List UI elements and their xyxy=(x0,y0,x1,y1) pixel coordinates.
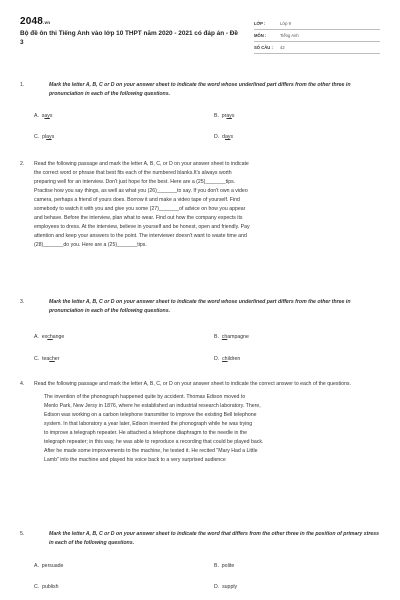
passage xyxy=(34,160,380,250)
option-d[interactable]: D. children xyxy=(214,356,241,362)
meta-key: MÔN : xyxy=(254,33,267,38)
passage-line: employees to dress. At the interview, believe in yourself and be honest, open and friendly. Pay xyxy=(34,224,250,230)
question-1 xyxy=(20,81,380,141)
option-a[interactable]: A. says xyxy=(34,113,53,119)
meta-row-count xyxy=(254,42,380,54)
option-b[interactable]: B. prays xyxy=(214,113,235,119)
question-intro: Read the following passage and mark the letter A, B, C, or D on your answer sheet to indicate the correct answer to each of the questions. xyxy=(34,381,351,387)
option-c[interactable]: C. teacher xyxy=(34,356,60,362)
meta-value: 42 xyxy=(280,45,285,50)
meta-key: SỐ CÂU : xyxy=(254,45,273,50)
question-number: 3. xyxy=(20,299,25,305)
passage-line: Practise how you say things, as well as what you (26)_______to say. If you don't own a video xyxy=(34,188,248,194)
passage-line: preparing well for an interview. Don't just hope for the best. Here are a (25)_______tips. xyxy=(34,179,236,185)
story-line: Edison was working on a carbon telephone transmitter to improve the existing Bell telephone xyxy=(44,412,257,418)
option-b[interactable]: B. champagne xyxy=(214,334,249,340)
passage-line: camera, perhaps a friend of yours does. Borrow it and make a video tape of yourself. Find xyxy=(34,197,240,203)
meta-key: LỚP : xyxy=(254,21,266,26)
story-line: After he made some improvements to the machine, he tested it. He recited "Mary Had a Little xyxy=(44,448,258,454)
passage xyxy=(34,380,380,465)
site-logo[interactable]: 2048.vn xyxy=(20,16,51,27)
passage-line: (28)_______do you. Here are a (25)_______tips. xyxy=(34,242,147,248)
meta-value: Tiếng Anh xyxy=(280,33,299,38)
page-header xyxy=(20,16,380,60)
meta-value: Lớp 9 xyxy=(280,21,291,26)
option-b[interactable]: B. polite xyxy=(214,563,235,569)
story-line: The invention of the phonograph happened quite by accident. Thomas Edison moved to xyxy=(44,394,246,400)
option-c[interactable]: C. publish xyxy=(34,584,59,590)
option-c[interactable]: C. plays xyxy=(34,134,55,140)
document-title: Bộ đề ôn thi Tiếng Anh vào lớp 10 THPT năm 2020 - 2021 có đáp án - Đề 3 xyxy=(20,30,238,46)
passage-line: attention and keep your answers to the point. The interviewer doesn't want to waste time and xyxy=(34,233,247,239)
story-line: telegraph repeater; in this way, he was able to reproduce a recording that could be played back. xyxy=(44,439,264,445)
story-line: Menlo Park, New Jersy in 1876, where he established an industrial research laboratory. There, xyxy=(44,403,261,409)
story-passage xyxy=(34,393,380,465)
question-instruction: Mark the letter A, B, C or D on your answer sheet to indicate the word whose underlined part differs from the other three in pronunciation in each of the following questions. xyxy=(49,299,351,314)
question-number: 5. xyxy=(20,531,25,537)
story-line: to improve a telegraph repeater. He attached a telephone diaphragm to the needle in the xyxy=(44,430,248,436)
option-d[interactable]: D. days xyxy=(214,134,234,140)
passage-line: somebody to watch it with you and give you some (27)_______of advice on how you appear xyxy=(34,206,246,212)
question-number: 4. xyxy=(20,381,25,387)
question-instruction: Mark the letter A, B, C or D on your answer sheet to indicate the word that differs from the other three in the position of primary stress in each of the following questions. xyxy=(49,531,380,546)
meta-row-subject xyxy=(254,30,380,42)
metadata-table xyxy=(254,18,380,54)
meta-row-class xyxy=(254,18,380,30)
passage-line: and behave. Before the interview, plan what to wear. Find out how the company expects its xyxy=(34,215,243,221)
option-a[interactable]: A. exchange xyxy=(34,334,65,340)
question-number: 2. xyxy=(20,161,25,167)
passage-line: the correct word or phrase that best fits each of the numbered blanks.It's always worth xyxy=(34,170,232,176)
story-line: system. In that laboratory a year later, Edison invented the phonograph while he was trying xyxy=(44,421,253,427)
option-a[interactable]: A. persuade xyxy=(34,563,64,569)
question-instruction: Mark the letter A, B, C or D on your answer sheet to indicate the word whose underlined part differs from the other three in pronunciation in each of the following questions. xyxy=(49,82,351,97)
option-d[interactable]: D. supply xyxy=(214,584,238,590)
story-line: Lamb" into the machine and played his voice back to a very surprised audience xyxy=(44,457,226,463)
question-number: 1. xyxy=(20,82,25,88)
passage-line: Read the following passage and mark the letter A, B, C, or D on your answer sheet to indicate xyxy=(34,161,249,167)
